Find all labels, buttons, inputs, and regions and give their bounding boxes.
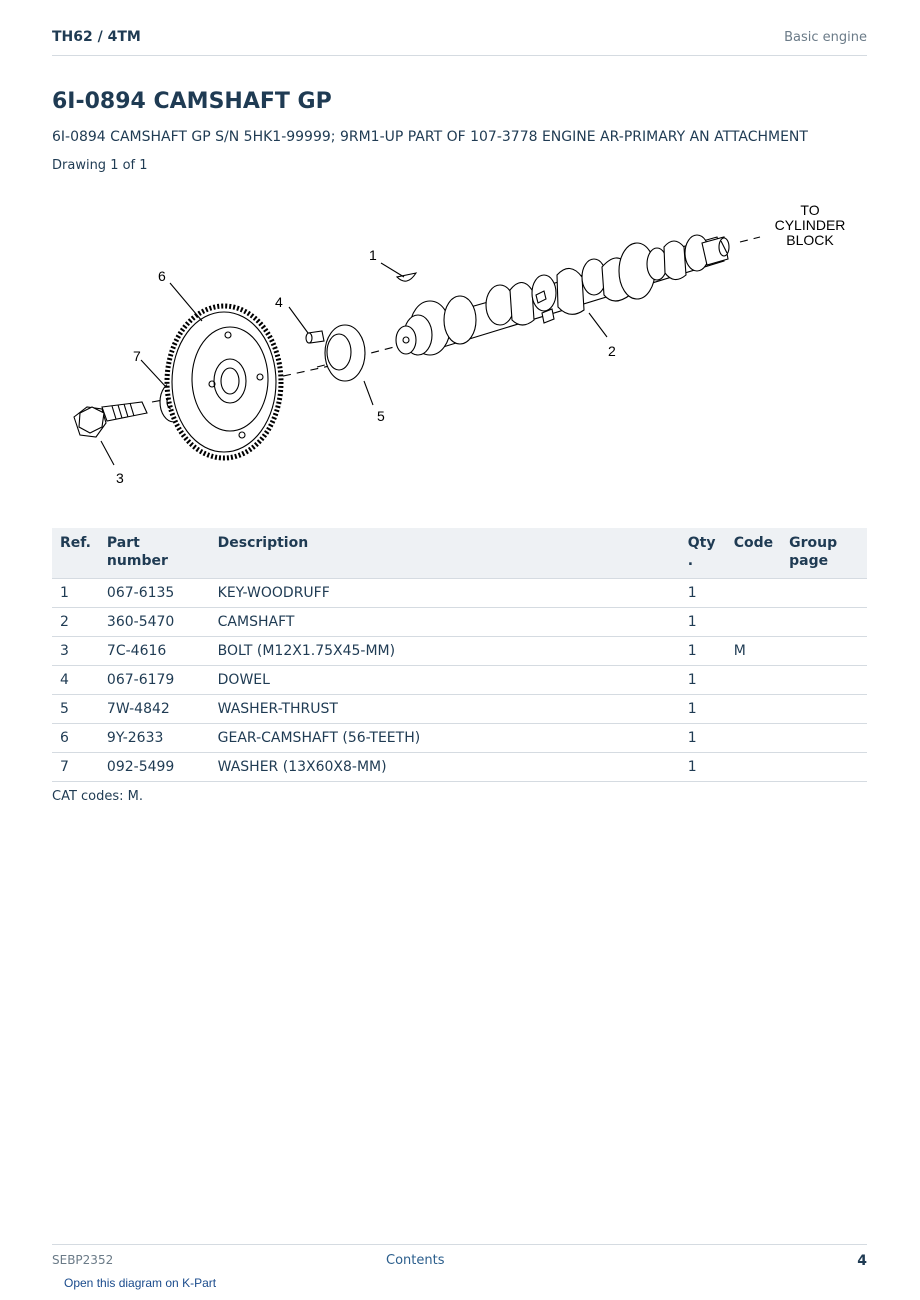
- note-line-3: BLOCK: [786, 232, 834, 248]
- cell-part-number: 067-6135: [99, 579, 210, 608]
- parts-table: [52, 528, 867, 782]
- cell-code: [726, 608, 781, 637]
- callout-5: 5: [377, 408, 385, 424]
- cell-group-page: [781, 637, 867, 666]
- cell-description: BOLT (M12X1.75X45-MM): [210, 637, 680, 666]
- page-header: [52, 28, 867, 56]
- cell-ref: 3: [52, 637, 99, 666]
- col-header-ref: Ref.: [52, 528, 99, 579]
- cell-qty: 1: [680, 695, 726, 724]
- cell-part-number: 092-5499: [99, 753, 210, 782]
- model-breadcrumb: TH62 / 4TM: [52, 29, 141, 45]
- bolt-part[interactable]: [74, 402, 147, 437]
- table-row[interactable]: [52, 753, 867, 782]
- cell-qty: 1: [680, 608, 726, 637]
- camshaft-part[interactable]: [396, 235, 729, 355]
- callout-1: 1: [369, 247, 377, 263]
- table-row[interactable]: [52, 608, 867, 637]
- cell-group-page: [781, 608, 867, 637]
- cell-part-number: 9Y-2633: [99, 724, 210, 753]
- note-line-2: CYLINDER: [774, 217, 846, 233]
- col-header-description: Description: [210, 528, 680, 579]
- page-number: 4: [857, 1253, 867, 1269]
- cell-code: [726, 695, 781, 724]
- page-subtitle: 6I-0894 CAMSHAFT GP S/N 5HK1-99999; 9RM1-UP PART OF 107-3778 ENGINE AR-PRIMARY AN ATTACHMENT: [52, 129, 808, 145]
- cell-description: GEAR-CAMSHAFT (56-TEETH): [210, 724, 680, 753]
- cell-description: CAMSHAFT: [210, 608, 680, 637]
- cell-part-number: 067-6179: [99, 666, 210, 695]
- table-row[interactable]: [52, 695, 867, 724]
- cell-group-page: [781, 695, 867, 724]
- cell-ref: 7: [52, 753, 99, 782]
- cell-code: [726, 724, 781, 753]
- cell-qty: 1: [680, 666, 726, 695]
- cell-qty: 1: [680, 753, 726, 782]
- cell-group-page: [781, 724, 867, 753]
- drawing-count: Drawing 1 of 1: [52, 158, 148, 173]
- cat-codes-note: CAT codes: M.: [52, 789, 144, 804]
- col-header-qty: [680, 528, 726, 579]
- callout-3: 3: [116, 470, 124, 486]
- col-header-qty-line1: Qty: [687, 535, 716, 551]
- cell-ref: 5: [52, 695, 99, 724]
- cell-description: KEY-WOODRUFF: [210, 579, 680, 608]
- table-header-row: [52, 528, 867, 579]
- cell-code: [726, 579, 781, 608]
- page-title: 6I-0894 CAMSHAFT GP: [52, 89, 332, 114]
- callout-4: 4: [275, 294, 283, 310]
- cell-part-number: 360-5470: [99, 608, 210, 637]
- cell-group-page: [781, 666, 867, 695]
- table-row[interactable]: [52, 637, 867, 666]
- cell-description: DOWEL: [210, 666, 680, 695]
- cell-ref: 2: [52, 608, 99, 637]
- cell-qty: 1: [680, 637, 726, 666]
- camshaft-gear-part[interactable]: [167, 306, 281, 458]
- thrust-washer-part[interactable]: [325, 325, 365, 381]
- exploded-parts-diagram[interactable]: [52, 195, 867, 495]
- col-header-group-page: [781, 528, 867, 579]
- cell-code: M: [726, 637, 781, 666]
- document-id: SEBP2352: [52, 1253, 114, 1267]
- cell-ref: 4: [52, 666, 99, 695]
- callout-2: 2: [608, 343, 616, 359]
- callout-7: 7: [133, 348, 141, 364]
- col-header-group-line1: Group: [789, 535, 838, 551]
- col-header-code: Code: [726, 528, 781, 579]
- cell-qty: 1: [680, 724, 726, 753]
- cell-part-number: 7C-4616: [99, 637, 210, 666]
- cell-qty: 1: [680, 579, 726, 608]
- col-header-group-line2: page: [789, 553, 829, 569]
- cell-ref: 6: [52, 724, 99, 753]
- page-footer: [52, 1244, 867, 1275]
- col-header-qty-line2: .: [687, 553, 694, 569]
- note-line-1: TO: [800, 202, 820, 218]
- cell-code: [726, 666, 781, 695]
- cell-part-number: 7W-4842: [99, 695, 210, 724]
- cell-description: WASHER-THRUST: [210, 695, 680, 724]
- cell-ref: 1: [52, 579, 99, 608]
- cell-description: WASHER (13X60X8-MM): [210, 753, 680, 782]
- section-name: Basic engine: [784, 30, 867, 45]
- callout-6: 6: [158, 268, 166, 284]
- dowel-part[interactable]: [306, 331, 324, 343]
- table-row[interactable]: [52, 666, 867, 695]
- cell-group-page: [781, 753, 867, 782]
- col-header-part-number: Part number: [99, 528, 210, 579]
- table-row[interactable]: [52, 724, 867, 753]
- contents-link[interactable]: Contents: [386, 1253, 445, 1268]
- cell-group-page: [781, 579, 867, 608]
- cell-code: [726, 753, 781, 782]
- open-diagram-kpart-link[interactable]: Open this diagram on K-Part: [64, 1276, 217, 1290]
- table-row[interactable]: [52, 579, 867, 608]
